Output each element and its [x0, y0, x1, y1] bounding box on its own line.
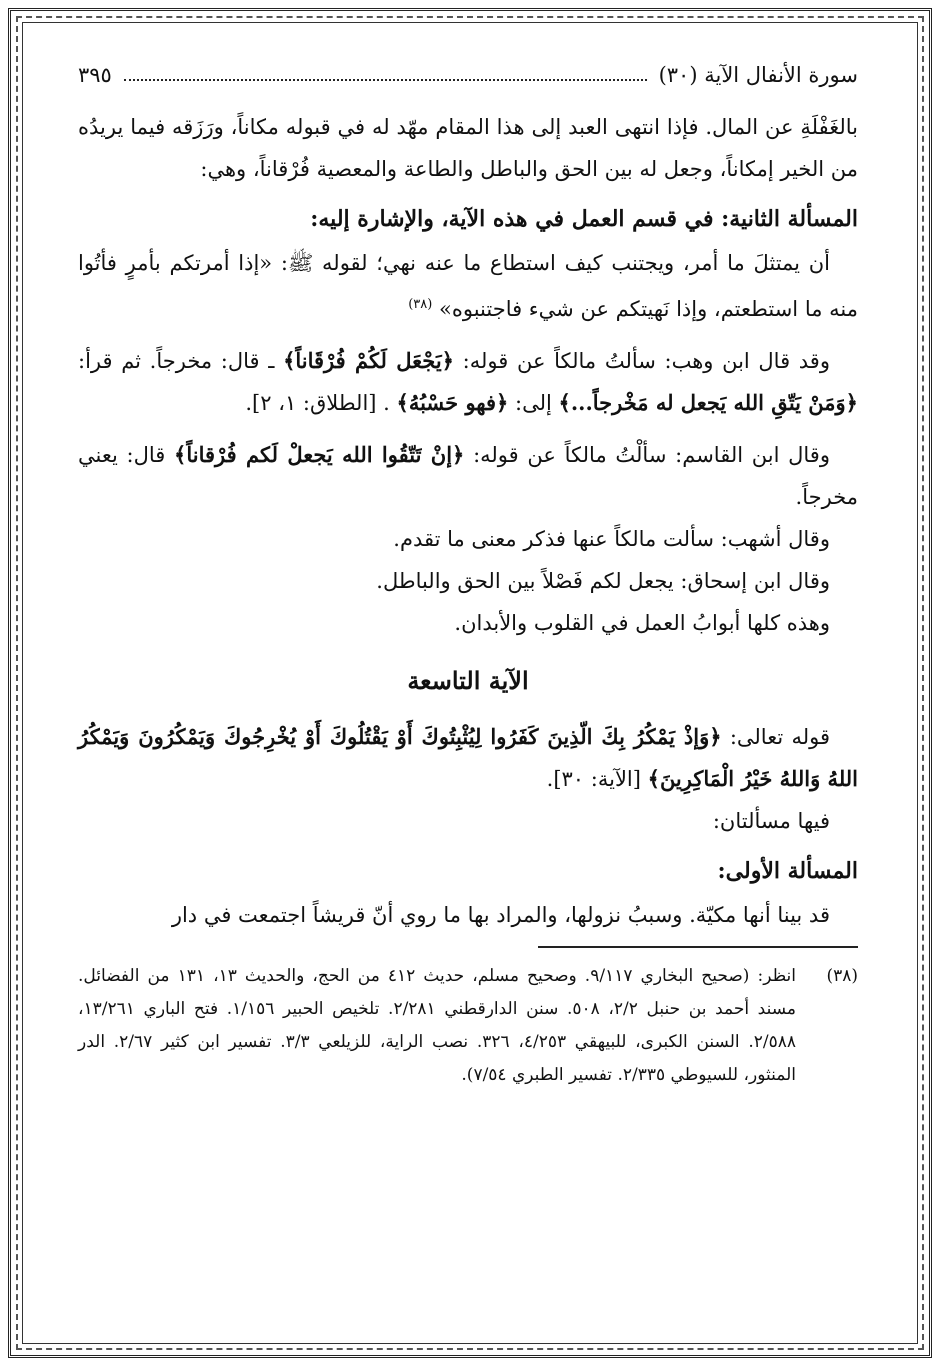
paragraph-ibn-ishaq: وقال ابن إسحاق: يجعل لكم فَصْلاً بين الحق والباطل.: [376, 569, 830, 593]
paragraph-ashhab: وقال أشهب: سألت مالكاً عنها فذكر معنى ما تقدم.: [393, 527, 830, 551]
text-segment: وقال ابن القاسم: سألْتُ مالكاً عن قوله:: [473, 443, 830, 467]
section-title: الآية التاسعة: [407, 666, 529, 695]
quran-quote: ﴿وَإذْ يَمْكُرُ بِكَ الّذِينَ كَفَرُوا لِيُثْبِتُوكَ أَوْ يَقْتُلُوكَ أَوْ يُخْرِجُوكَ وَيَمْكُرُونَ وَيَمْكُرُ اللهُ وَاللهُ خَيْرُ الْمَاكِرِينَ﴾: [78, 724, 858, 791]
paragraph-ibn-qasim: [78, 434, 858, 518]
footnote-text: انظر: (صحيح البخاري ٩/١١٧. وصحيح مسلم، حديث ٤١٢ من الحج، والحديث ١٣، ١٣١ من الفضائل. مسند أحمد بن حنبل ٢/٢، ٥٠٨. سنن الدارقطني ٢/٢٨١. تلخيص الحبير ١/١٥٦. فتح الباري ١٣/٢٦١، ٢/٥٨٨. السنن الكبرى، للبيهقي ٤/٢٥٣، ٣٢٦. نصب الراية، للزيلعي ٣/٣. تفسير ابن كثير ٢/٦٧. الدر المنثور، للسيوطي ٢/٣٣٥. تفسير الطبري ٧/٥٤).: [78, 966, 797, 1085]
footnote-ref: (٣٨): [408, 297, 433, 312]
paragraph-hadith: [78, 242, 858, 330]
header-leader-dots: [124, 69, 647, 81]
paragraph-summary: وهذه كلها أبوابُ العمل في القلوب والأبدان.: [454, 611, 830, 635]
quran-quote: ﴿إنْ تَتّقُوا الله يَجعلْ لَكم فُرْقاناً﴾: [174, 442, 465, 467]
page-number: ٣٩٥: [78, 63, 112, 87]
paragraph-two-issues: فيها مسألتان:: [712, 809, 830, 833]
paragraph-intro: بالغَفْلَةِ عن المال. فإذا انتهى العبد إلى هذا المقام مهّد له في قبوله مكاناً، ورَزَقه فيما يريدُه من الخير إمكاناً، وجعل له بين الحق والباطل والطاعة والمعصية فُرْقاناً، وهي:: [78, 115, 858, 181]
header-title: سورة الأنفال الآية (٣٠): [658, 63, 858, 87]
paragraph-ibn-wahb: [78, 340, 858, 424]
text-segment: وقد قال ابن وهب: سألتُ مالكاً عن قوله:: [462, 349, 830, 373]
text-segment: قوله تعالى:: [729, 725, 830, 749]
quran-quote: ﴿وَمَنْ يَتّقِ الله يَجعل له مَخْرجاً...﴾: [558, 390, 858, 415]
footnote: [78, 960, 858, 1092]
page-content: [78, 55, 858, 1092]
footnote-number: (٣٨): [826, 966, 858, 986]
text-segment: [الآية: ٣٠].: [546, 767, 641, 791]
footnote-separator: [538, 946, 858, 948]
heading-first-issue: المسألة الأولى:: [717, 858, 858, 884]
heading-second-issue: المسألة الثانية: في قسم العمل في هذه الآية، والإشارة إليه:: [310, 206, 858, 232]
text-segment: قال: يعني مخرجاً.: [78, 443, 858, 509]
text-segment: . [الطلاق: ١، ٢].: [245, 391, 390, 415]
hadith-text: أن يمتثلَ ما أمر، ويجتنب كيف استطاع ما عنه نهي؛ لقوله ﷺ: «إذا أمرتكم بأمرٍ فأتُوا منه ما استطعتم، وإذا نَهيتكم عن شيء فاجتنبوه»: [78, 251, 858, 321]
text-segment: إلى:: [515, 391, 552, 415]
paragraph-meccan: قد بينا أنها مكيّة. وسببُ نزولها، والمراد بها ما روي أنّ قريشاً اجتمعت في دار: [171, 903, 830, 927]
text-segment: ـ قال: مخرجاً. ثم قرأ:: [78, 349, 275, 373]
quran-quote: ﴿يَجْعَل لَكُمْ فُرْقَاناً﴾: [283, 348, 454, 373]
quran-quote: ﴿فهو حَسْبُهُ﴾: [396, 390, 509, 415]
paragraph-verse: [78, 716, 858, 800]
running-header: [78, 55, 858, 96]
